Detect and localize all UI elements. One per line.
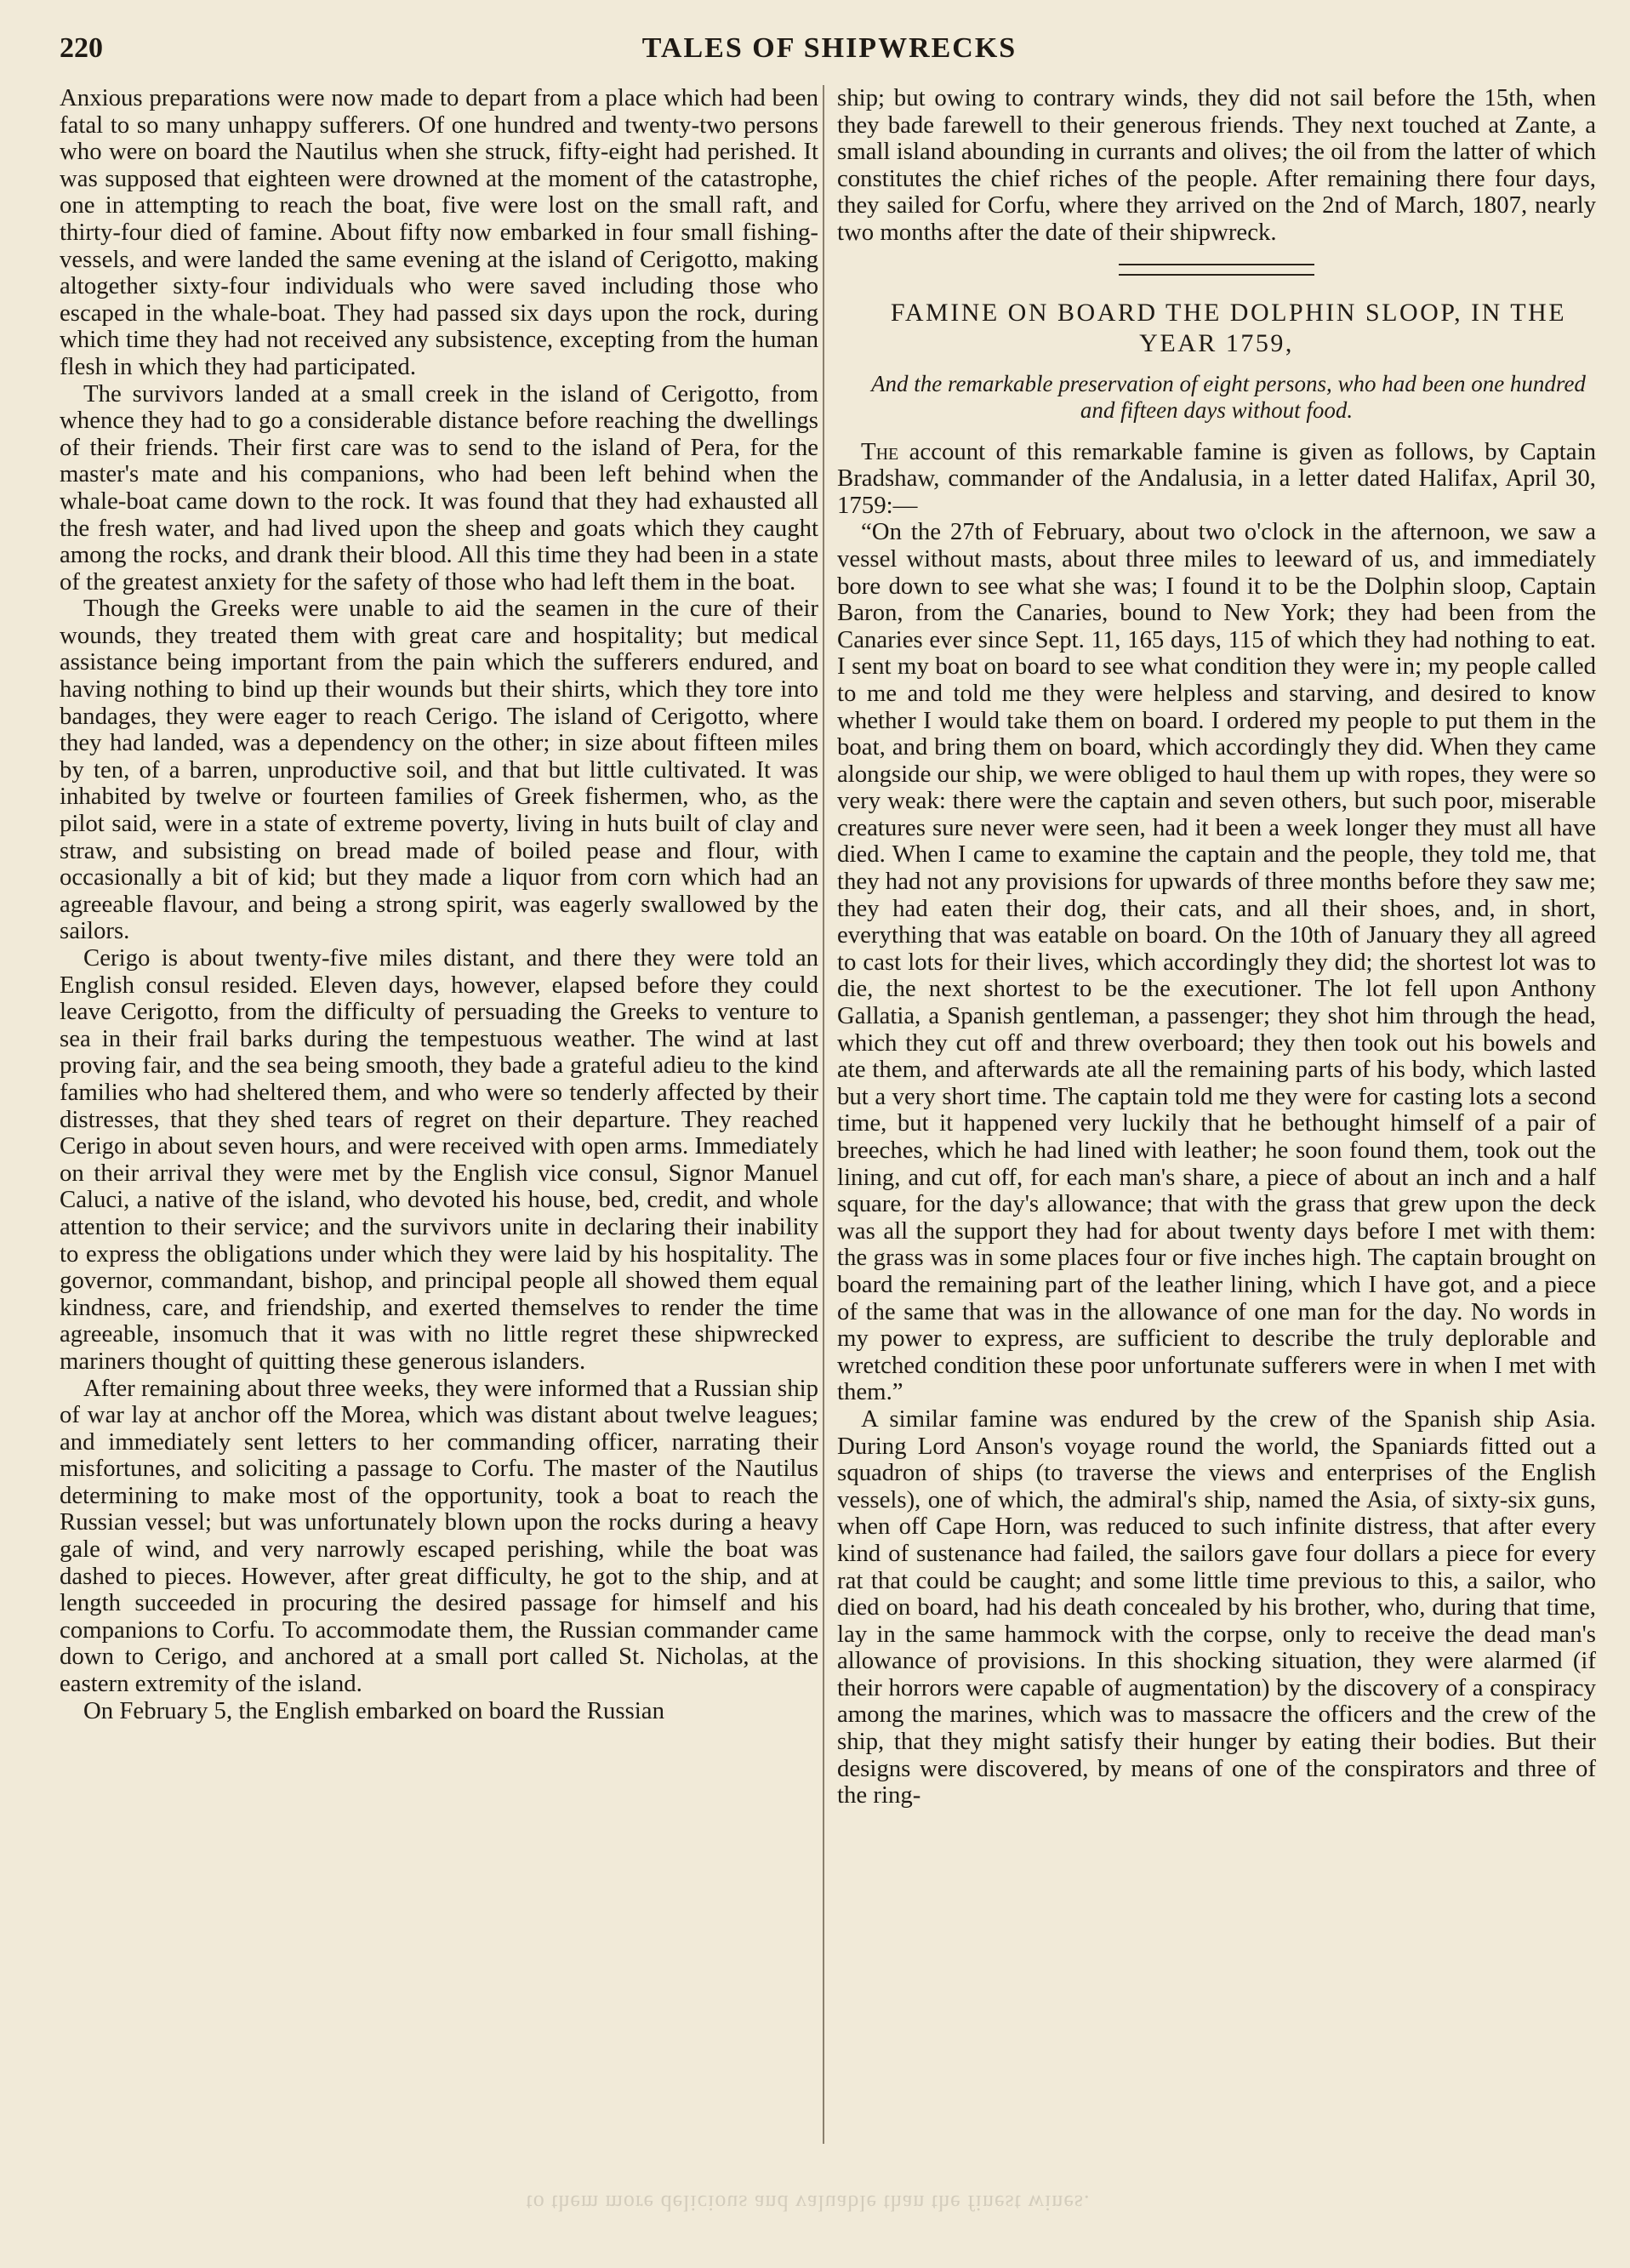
right-paragraph-1 (837, 439, 1596, 520)
page-number: 220 (60, 32, 103, 64)
right-paragraph-1-text: account of this remarkable famine is given as follows, by Captain Bradshaw, commander of the Andalusia, in a letter dated Halifax, April 30, 1759:— (837, 437, 1596, 519)
left-paragraph-2: The survivors landed at a small creek in the island of Cerigotto, from whence they had to go a considerable distance before reaching the dwellings of their friends. Their first care was to send to the island of Pera, for the master's mate and his companions, who had been left behind when the whale-boat came down to the rock. It was found that they had exhausted all the fresh water, and had lived upon the sheep and goats which they caught among the rocks, and drank their blood. All this time they had been in a state of the greatest anxiety for the safety of those who had left them in the boat. (60, 379, 818, 595)
show-through-text: to them more delicious and valuable than the finest wines. (526, 2191, 1091, 2215)
section-title: FAMINE ON BOARD THE DOLPHIN SLOOP, IN THE YEAR 1759, (890, 298, 1567, 357)
left-paragraph-4: Cerigo is about twenty-five miles distant, and there they were told an English consul resided. Eleven days, however, elapsed before they could leave Cerigotto, from the difficulty of persuading the Greeks to venture to sea in their frail barks during the tempestuous weather. The wind at last proving fair, and the sea being smooth, they bade a grateful adieu to the kind families who had sheltered them, and who were so tenderly affected by their distresses, that they shed tears of regret on their departure. They reached Cerigo in about seven hours, and were received with open arms. Immediately on their arrival they were met by the English vice consul, Signor Manuel Caluci, a native of the island, who devoted his house, bed, credit, and whole attention to their service; and the survivors unite in declaring their inability to express the obligations under which they were laid by his hospitality. The governor, commandant, bishop, and principal people all showed them equal kindness, care, and friendship, and exerted themselves to render the time agreeable, insomuch that it was with no little regret these shipwrecked mariners thought of quitting these generous islanders. (60, 944, 818, 1375)
right-paragraph-continued: ship; but owing to contrary winds, they did not sail before the 15th, when they bade farewell to their generous friends. They next touched at Zante, a small island abounding in currants and olives; the oil from the latter of which constitutes the chief riches of the people. After remaining there four days, they sailed for Corfu, where they arrived on the 2nd of March, 1807, nearly two months after the date of their shipwreck. (837, 84, 1596, 246)
left-paragraph-1: Anxious preparations were now made to depart from a place which had been fatal to so many unhappy sufferers. Of one hundred and twenty-two persons who were on board the Nautilus when she struck, fifty-eight had perished. It was supposed that eighteen were drowned at the moment of the catastrophe, one in attempting to reach the boat, five were lost on the small raft, and thirty-four died of famine. About fifty now embarked in four small fishing-vessels, and were landed the same evening at the island of Cerigotto, making altogether sixty-four individuals who were saved including those who escaped in the whale-boat. They had passed six days upon the rock, during which time they had not received any subsistence, excepting from the human flesh in which they had participated. (60, 84, 818, 380)
right-paragraph-3: A similar famine was endured by the crew of the Spanish ship Asia. During Lord Anson's voyage round the world, the Spaniards fitted out a squadron of ships (to traverse the views and enterprises of the English vessels), one of which, the admiral's ship, named the Asia, of sixty-six guns, when off Cape Horn, was reduced to such infinite distress, that after every kind of sustenance had failed, the sailors gave four dollars a piece for every rat that could be caught; and some little time previous to this, a sailor, who died on board, had his death concealed by his brother, who, during that time, lay in the same hammock with the corpse, only to receive the dead man's allowance of provisions. In this shocking situation, they were alarmed (if their horrors were capable of augmentation) by the discovery of a conspiracy among the marines, which was to massacre the officers and the crew of the ship, that they might satisfy their hunger by eating their bodies. But their designs were discovered, by means of one of the conspirators and three of the ring- (837, 1405, 1596, 1809)
left-paragraph-5: After remaining about three weeks, they were informed that a Russian ship of war lay at anchor off the Morea, which was distant about twelve leagues; and immediately sent letters to her commanding officer, narrating their misfortunes, and soliciting a passage to Corfu. The master of the Nautilus determining to make most of the opportunity, took a boat to reach the Russian vessel; but was unfortunately blown upon the rocks during a heavy gale of wind, and very narrowly escaped perishing, while the boat was dashed to pieces. However, after great difficulty, he got to the ship, and at length succeeded in procuring the desired passage for himself and his companions to Corfu. To accommodate them, the Russian commander came down to Cerigo, and anchored at a small port called St. Nicholas, at the eastern extremity of the island. (60, 1374, 818, 1698)
section-divider (1119, 264, 1314, 276)
section-subtitle: And the remarkable preservation of eight persons, who had been one hundred and fifteen days without food. (871, 370, 1586, 423)
page-header (60, 26, 1599, 85)
running-head: TALES OF SHIPWRECKS (641, 32, 1017, 64)
left-paragraph-3: Though the Greeks were unable to aid the seamen in the cure of their wounds, they treated them with great care and hospitality; but medical assistance being important from the pain which the sufferers endured, and having nothing to bind up their wounds but their shirts, which they tore into bandages, they were eager to reach Cerigo. The island of Cerigotto, where they had landed, was a dependency on the other; in size about fifteen miles by ten, of a barren, unproductive soil, and that but little cultivated. It was inhabited by twelve or fourteen families of Greek fishermen, who, as the pilot said, were in a state of extreme poverty, living in huts built of clay and straw, and subsisting on bread made of boiled pease and flour, with occasionally a bit of kid; but they made a liquor from corn which had an agreeable flavour, and being a strong spirit, was eagerly swallowed by the sailors. (60, 595, 818, 945)
right-paragraph-2-letter: “On the 27th of February, about two o'clock in the afternoon, we saw a vessel without masts, about three miles to leeward of us, and immediately bore down to see what she was; I found it to be the Dolphin sloop, Captain Baron, from the Canaries, bound to New York; they had been from the Canaries ever since Sept. 11, 165 days, 115 of which they had nothing to eat. I sent my boat on board to see what condition they were in; my people called to me and told me they were helpless and starving, and desired to know whether I would take them on board. I ordered my people to put them in the boat, and bring them on board, which accordingly they did. When they came alongside our ship, we were obliged to haul them up with ropes, they were so very weak: there were the captain and seven others, but such poor, miserable creatures sure never were seen, had it been a week longer they must all have died. When I came to examine the captain and the people, they told me, that they had not any provisions for upwards of three months before they saw me; they had eaten their dog, their cats, and all their shoes, and, in short, everything that was eatable on board. On the 10th of January they all agreed to cast lots for their lives, which accordingly they did; the shortest lot was to die, the next shortest to be the executioner. The lot fell upon Anthony Gallatia, a Spanish gentleman, a passenger; they shot him through the head, which they cut off and threw overboard; they then took out his bowels and ate them, and afterwards ate all the remaining parts of his body, which lasted but a very short time. The captain told me they were for casting lots a second time, but it happened very luckily that he bethought himself of a pair of breeches, which he had lined with leather; he soon found them, took out the lining, and cut off, for each man's share, a piece of about an inch and a half square, for the day's allowance; that with the grass that grew upon the deck was all the support they had for about twenty days before I met with them: the grass was in some places four or five inches high. The captain brought on board the remaining part of the leather lining, which I have got, and a piece of the same that was in the allowance of one man for the day. No words in my power to express, are sufficient to describe the truly deplorable and wretched condition these poor unfortunate sufferers were in when I met with them.” (837, 518, 1596, 1406)
left-paragraph-6: On February 5, the English embarked on board the Russian (83, 1696, 664, 1724)
column-divider (823, 85, 824, 2144)
right-column (837, 85, 1596, 1809)
left-column (60, 85, 818, 1724)
drop-word: The (861, 437, 899, 465)
